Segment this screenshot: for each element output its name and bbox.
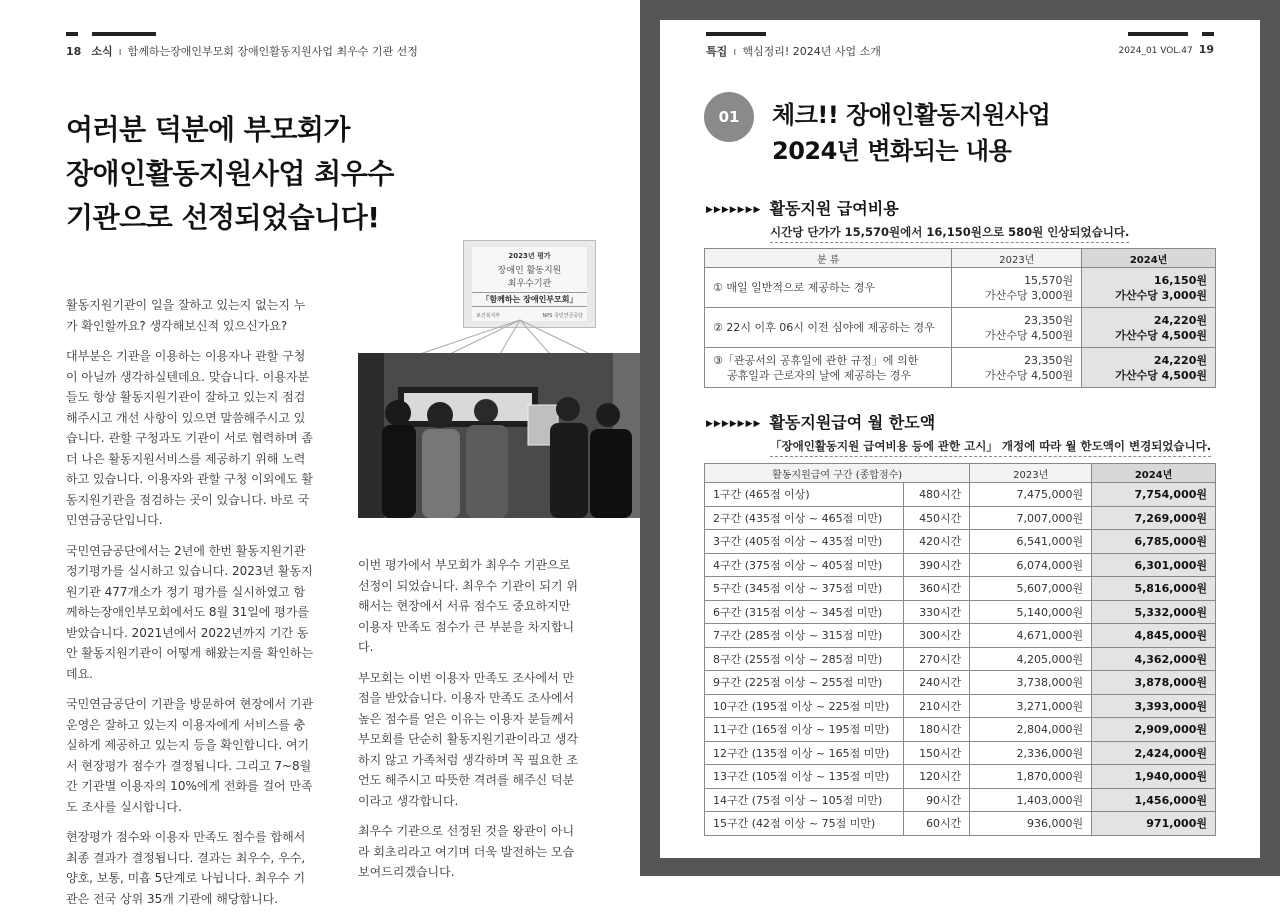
column-header: 분 류 <box>705 249 952 268</box>
table-row <box>705 694 1216 718</box>
article-column-2 <box>358 555 580 893</box>
allowance-value: 가산수당 4,500원 <box>985 328 1074 342</box>
band-cell: 4구간 (375점 이상 ~ 405점 미만) <box>705 553 904 577</box>
value-2023-cell <box>952 308 1082 348</box>
table-row <box>705 553 1216 577</box>
value-2024-cell: 6,301,000원 <box>1092 553 1216 577</box>
value-2023-cell: 1,870,000원 <box>970 765 1092 789</box>
category-cell <box>705 308 952 348</box>
band-cell: 12구간 (135점 이상 ~ 165점 미만) <box>705 741 904 765</box>
hours-cell: 390시간 <box>904 553 970 577</box>
paragraph: 활동지원기관이 일을 잘하고 있는지 없는지 누가 확인할까요? 생각해보신적 있으신가요? <box>66 298 306 333</box>
value-2024-cell: 3,878,000원 <box>1092 671 1216 695</box>
plaque-line: 최우수기관 <box>507 279 552 289</box>
header-rule <box>1128 32 1188 36</box>
category-cell <box>705 268 952 308</box>
section-note: 시간당 단가가 15,570원에서 16,150원으로 580원 인상되었습니다. <box>770 224 1129 243</box>
page-number: 19 <box>1198 43 1214 56</box>
category-text: ② 22시 이후 06시 이전 심야에 제공하는 경우 <box>713 321 935 334</box>
title-line: 여러분 덕분에 부모회가 <box>66 113 350 146</box>
value-2024-cell: 971,000원 <box>1092 812 1216 836</box>
header-rule <box>1202 32 1214 36</box>
section-label: 소식 <box>91 45 113 58</box>
value-2023-cell: 3,271,000원 <box>970 694 1092 718</box>
paragraph: 대부분은 기관을 이용하는 이용자나 관할 구청이 아닐까 생각하실텐데요. 맞습니다. 이용자분들도 항상 활동지원기관이 잘하고 있는지 점검해주시고 개선 사항이 있으면 말씀해주시고 있습니다. 관할 구청과도 기관이 서로 협력하며 좀 더 나은 활동지원서비스를 제공하기 위해 노력하고 있습니다. 이용자와 관할 구청 이외에도 활동지원기관을 점검하는 곳이 있습니다. 바로 국민연금공단입니다. <box>66 349 313 527</box>
band-cell: 9구간 (225점 이상 ~ 255점 미만) <box>705 671 904 695</box>
title-line: 체크!! 장애인활동지원사업 <box>772 101 1051 129</box>
table-row <box>705 718 1216 742</box>
band-cell: 5구간 (345점 이상 ~ 375점 미만) <box>705 577 904 601</box>
hours-cell: 450시간 <box>904 506 970 530</box>
title-line: 기관으로 선정되었습니다! <box>66 201 380 234</box>
article-column-1 <box>66 295 316 919</box>
value-2024-cell: 4,845,000원 <box>1092 624 1216 648</box>
left-running-header <box>66 43 418 59</box>
value-2023-cell: 4,205,000원 <box>970 647 1092 671</box>
table-row <box>705 530 1216 554</box>
column-header: 2024년 <box>1092 464 1216 483</box>
section-heading-text: 활동지원 급여비용 <box>769 199 899 218</box>
value-2023-cell: 7,007,000원 <box>970 506 1092 530</box>
hours-cell: 120시간 <box>904 765 970 789</box>
value-2024-cell: 6,785,000원 <box>1092 530 1216 554</box>
section-number-badge: 01 <box>704 92 754 142</box>
article-title <box>66 108 394 240</box>
hours-cell: 210시간 <box>904 694 970 718</box>
value-2024-cell <box>1082 308 1216 348</box>
plaque-org: 「함께하는 장애인부모회」 <box>472 292 587 307</box>
hours-cell: 360시간 <box>904 577 970 601</box>
value-2024-cell: 1,456,000원 <box>1092 788 1216 812</box>
band-cell: 14구간 (75점 이상 ~ 105점 미만) <box>705 788 904 812</box>
table-row <box>705 348 1216 388</box>
rate-value: 24,220원 <box>1153 313 1207 327</box>
table-row <box>705 765 1216 789</box>
band-cell: 11구간 (165점 이상 ~ 195점 미만) <box>705 718 904 742</box>
band-cell: 15구간 (42점 이상 ~ 75점 미만) <box>705 812 904 836</box>
table-row <box>705 624 1216 648</box>
value-2024-cell: 3,393,000원 <box>1092 694 1216 718</box>
arrow-icon: ▶▶▶▶▶▶▶ <box>706 204 762 215</box>
hours-cell: 180시간 <box>904 718 970 742</box>
band-cell: 1구간 (465점 이상) <box>705 483 904 507</box>
band-cell: 6구간 (315점 이상 ~ 345점 미만) <box>705 600 904 624</box>
running-title: 핵심정리! 2024년 사업 소개 <box>742 45 881 58</box>
paragraph: 현장평가 점수와 이용자 만족도 점수를 합해서 최종 결과가 결정됩니다. 결과는 최우수, 우수, 양호, 보통, 미흡 5단계로 나뉩니다. 최우수 기관은 전국 상위 35개 기관에 해당합니다. <box>66 830 306 906</box>
issue-info <box>1119 43 1214 56</box>
table-row <box>705 671 1216 695</box>
arrow-icon: ▶▶▶▶▶▶▶ <box>706 418 762 429</box>
value-2024-cell: 5,332,000원 <box>1092 600 1216 624</box>
nps-logo: NPS 국민연금공단 <box>542 313 583 319</box>
hours-cell: 270시간 <box>904 647 970 671</box>
rate-value: 23,350원 <box>1024 313 1074 327</box>
category-text: 공휴일과 근로자의 날에 제공하는 경우 <box>727 368 912 382</box>
hours-cell: 240시간 <box>904 671 970 695</box>
category-cell <box>705 348 952 388</box>
title-line: 장애인활동지원사업 최우수 <box>66 157 394 190</box>
table-row <box>705 506 1216 530</box>
column-header: 2023년 <box>970 464 1092 483</box>
header-rule <box>92 32 156 36</box>
value-2023-cell: 5,140,000원 <box>970 600 1092 624</box>
band-cell: 7구간 (285점 이상 ~ 315점 미만) <box>705 624 904 648</box>
hours-cell: 150시간 <box>904 741 970 765</box>
right-running-header <box>706 43 881 59</box>
column-header: 활동지원급여 구간 (종합점수) <box>705 464 970 483</box>
value-2023-cell: 1,403,000원 <box>970 788 1092 812</box>
limit-table <box>704 463 1216 836</box>
hours-cell: 420시간 <box>904 530 970 554</box>
header-rule <box>66 32 78 36</box>
header-rule <box>706 32 766 36</box>
value-2024-cell <box>1082 268 1216 308</box>
table-header-row <box>705 464 1216 483</box>
value-2023-cell: 5,607,000원 <box>970 577 1092 601</box>
page-number: 18 <box>66 45 82 58</box>
paragraph: 국민연금공단에서는 2년에 한번 활동지원기관 정기평가를 실시하고 있습니다. 2023년 활동지원기관 477개소가 정기 평가를 실시하였고 함께하는장애인부모회에서도 8월 31일에 평가를 받았습니다. 2021년에서 2022년까지 기간 동안 활동지원기관이 어떻게 해왔는지를 확인하는데요. <box>66 543 314 681</box>
rate-value: 15,570원 <box>1024 273 1074 287</box>
value-2023-cell: 6,074,000원 <box>970 553 1092 577</box>
section-heading-limit <box>706 410 935 433</box>
hours-cell: 60시간 <box>904 812 970 836</box>
value-2024-cell: 5,816,000원 <box>1092 577 1216 601</box>
hours-cell: 330시간 <box>904 600 970 624</box>
separator: ı <box>733 45 737 58</box>
band-cell: 3구간 (405점 이상 ~ 435점 미만) <box>705 530 904 554</box>
section-label: 특집 <box>706 45 728 58</box>
value-2023-cell <box>952 268 1082 308</box>
section-note: 「장애인활동지원 급여비용 등에 관한 고시」 개정에 따라 월 한도액이 변경되었습니다. <box>770 438 1211 457</box>
value-2024-cell: 4,362,000원 <box>1092 647 1216 671</box>
value-2024-cell: 2,424,000원 <box>1092 741 1216 765</box>
group-photo <box>358 353 640 518</box>
value-2023-cell: 6,541,000원 <box>970 530 1092 554</box>
column-header: 2023년 <box>952 249 1082 268</box>
category-text: ① 매일 일반적으로 제공하는 경우 <box>713 281 875 294</box>
value-2023-cell: 4,671,000원 <box>970 624 1092 648</box>
value-2023-cell: 3,738,000원 <box>970 671 1092 695</box>
allowance-value: 가산수당 3,000원 <box>1115 288 1207 302</box>
table-row <box>705 647 1216 671</box>
table-row <box>705 812 1216 836</box>
plaque-line: 장애인 활동지원 <box>497 266 562 276</box>
hours-cell: 480시간 <box>904 483 970 507</box>
table-row <box>705 600 1216 624</box>
allowance-value: 가산수당 4,500원 <box>1115 368 1207 382</box>
award-plaque <box>463 240 596 328</box>
band-cell: 2구간 (435점 이상 ~ 465점 미만) <box>705 506 904 530</box>
paragraph: 부모회는 이번 이용자 만족도 조사에서 만점을 받았습니다. 이용자 만족도 조사에서 높은 점수를 얻은 이유는 이용자 분들께서 부모회를 단순히 활동지원기관이라고 생각하지 않고 가족처럼 생각하며 꼭 필요한 조언도 해주시고 따뜻한 격려를 해주신 덕분이라고 생각합니다. <box>358 670 579 808</box>
value-2024-cell: 7,754,000원 <box>1092 483 1216 507</box>
value-2023-cell: 2,804,000원 <box>970 718 1092 742</box>
issue-label: 2024_01 VOL.47 <box>1118 46 1193 56</box>
section-heading-fee <box>706 196 899 219</box>
column-header: 2024년 <box>1082 249 1216 268</box>
separator: ı <box>118 45 122 58</box>
fee-table <box>704 248 1216 388</box>
paragraph: 국민연금공단이 기관을 방문하여 현장에서 기관 운영은 잘하고 있는지 이용자에게 서비스를 충실하게 제공하고 있는지 등을 확인합니다. 여기서 현장평가 점수가 결정됩니다. 그리고 7~8월간 기관별 이용자의 10%에게 전화를 걸어 만족도 조사를 실시합니다. <box>66 697 314 814</box>
section-heading-text: 활동지원급여 월 한도액 <box>769 413 936 432</box>
band-cell: 13구간 (105점 이상 ~ 135점 미만) <box>705 765 904 789</box>
paragraph: 최우수 기관으로 선정된 것을 왕관이 아니라 회초리라고 여기며 더욱 발전하는 모습 보여드리겠습니다. <box>358 824 575 879</box>
allowance-value: 가산수당 4,500원 <box>985 368 1074 382</box>
rate-value: 24,220원 <box>1153 353 1207 367</box>
hours-cell: 90시간 <box>904 788 970 812</box>
rate-value: 16,150원 <box>1153 273 1207 287</box>
table-row <box>705 308 1216 348</box>
running-title: 함께하는장애인부모회 장애인활동지원사업 최우수 기관 선정 <box>127 45 418 58</box>
table-row <box>705 577 1216 601</box>
value-2023-cell: 7,475,000원 <box>970 483 1092 507</box>
allowance-value: 가산수당 4,500원 <box>1115 328 1207 342</box>
value-2024-cell: 2,909,000원 <box>1092 718 1216 742</box>
allowance-value: 가산수당 3,000원 <box>985 288 1074 302</box>
left-page <box>0 0 640 906</box>
table-header-row <box>705 249 1216 268</box>
value-2024-cell: 1,940,000원 <box>1092 765 1216 789</box>
feature-title <box>772 97 1050 169</box>
band-cell: 10구간 (195점 이상 ~ 225점 미만) <box>705 694 904 718</box>
hours-cell: 300시간 <box>904 624 970 648</box>
table-row <box>705 483 1216 507</box>
plaque-logos <box>472 312 587 319</box>
table-row <box>705 268 1216 308</box>
category-text: ③「관공서의 공휴일에 관한 규정」에 의한 <box>713 353 919 367</box>
plaque-year: 2023년 평가 <box>508 252 551 260</box>
value-2023-cell: 2,336,000원 <box>970 741 1092 765</box>
band-cell: 8구간 (255점 이상 ~ 285점 미만) <box>705 647 904 671</box>
value-2023-cell <box>952 348 1082 388</box>
value-2024-cell: 7,269,000원 <box>1092 506 1216 530</box>
title-line: 2024년 변화되는 내용 <box>772 137 1012 165</box>
ministry-logo: 보건복지부 <box>476 313 501 319</box>
table-row <box>705 741 1216 765</box>
table-row <box>705 788 1216 812</box>
value-2024-cell <box>1082 348 1216 388</box>
rate-value: 23,350원 <box>1024 353 1074 367</box>
value-2023-cell: 936,000원 <box>970 812 1092 836</box>
paragraph: 이번 평가에서 부모회가 최우수 기관으로 선정이 되었습니다. 최우수 기관이 되기 위해서는 현장에서 서류 점수도 중요하지만 이용자 만족도 점수가 큰 부분을 차지합니다. <box>358 558 578 654</box>
